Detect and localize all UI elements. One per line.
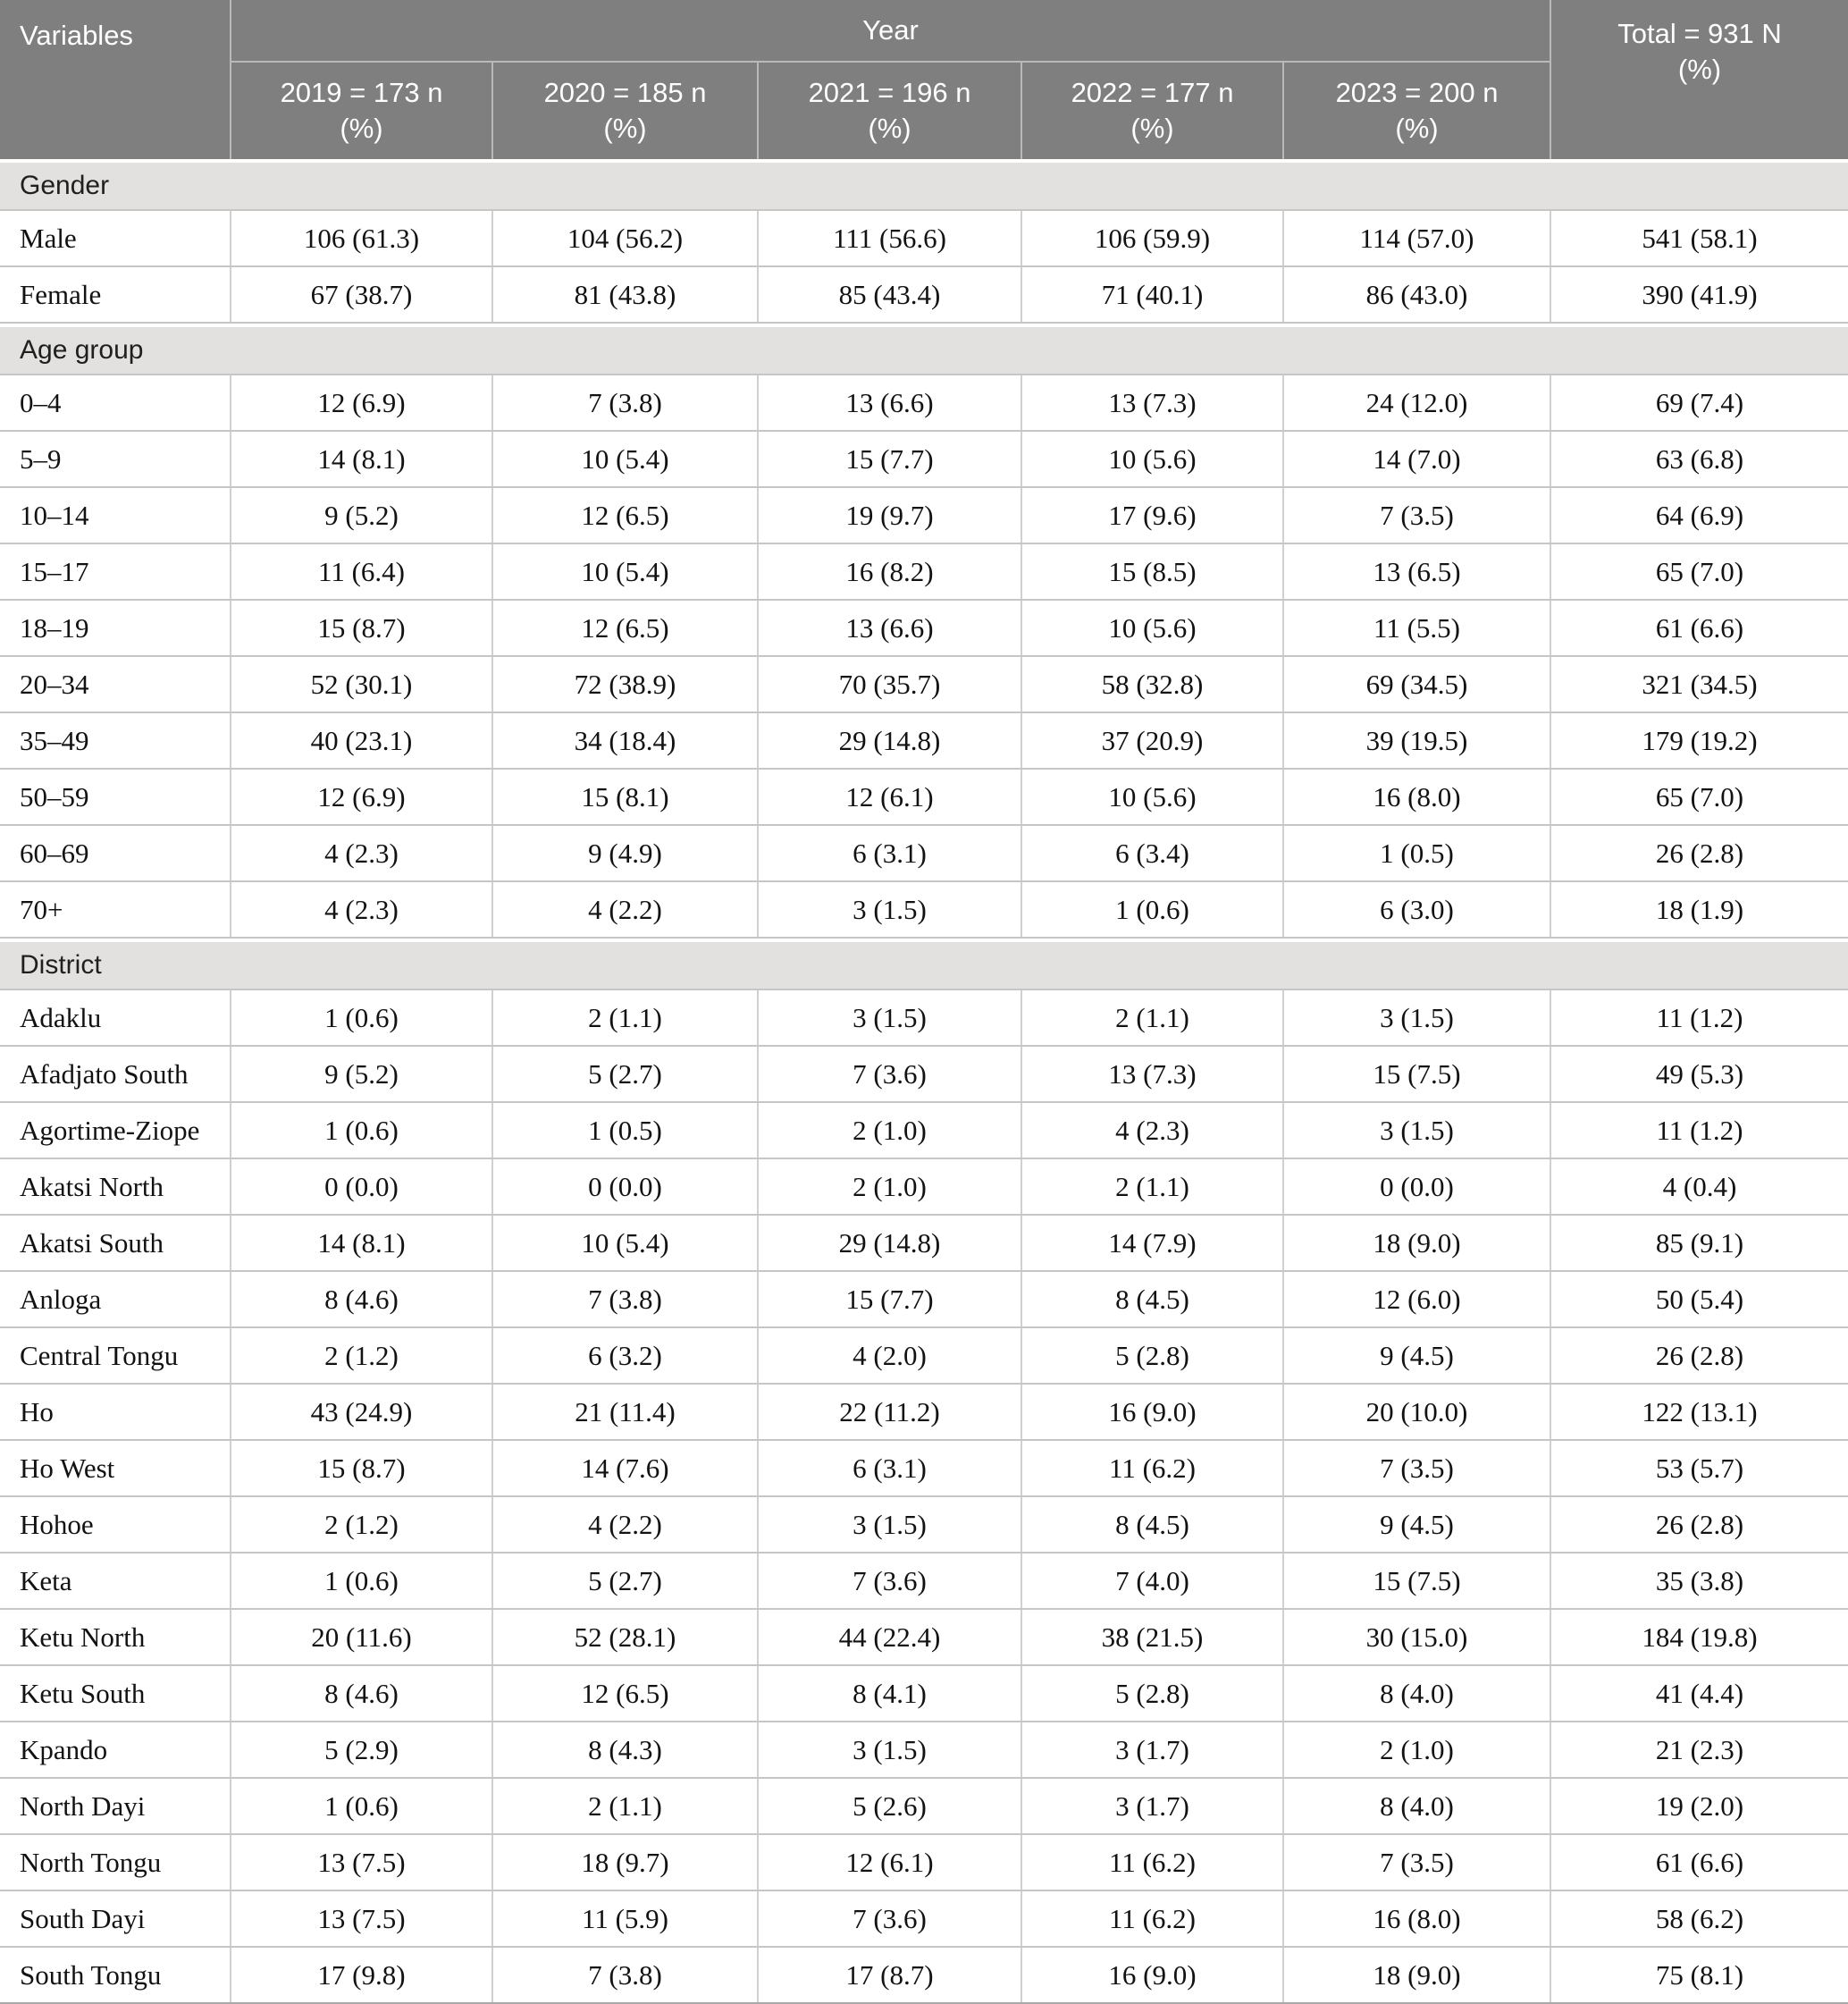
data-cell: 9 (4.5)	[1282, 1328, 1550, 1383]
table-row	[0, 1722, 1848, 1779]
data-cell: 13 (7.3)	[1021, 1047, 1282, 1101]
data-cell: 15 (7.7)	[757, 1272, 1021, 1326]
data-cell: 86 (43.0)	[1282, 267, 1550, 322]
data-cell: 321 (34.5)	[1550, 657, 1848, 712]
data-cell: 8 (4.5)	[1021, 1272, 1282, 1326]
table-row	[0, 1216, 1848, 1272]
data-cell: 184 (19.8)	[1550, 1610, 1848, 1664]
data-cell: 3 (1.5)	[757, 1722, 1021, 1777]
header-variables: Variables	[20, 20, 133, 51]
data-cell: 12 (6.5)	[491, 1666, 757, 1721]
data-cell: 61 (6.6)	[1550, 601, 1848, 655]
data-cell: 0 (0.0)	[1282, 1159, 1550, 1214]
data-cell: 2 (1.1)	[491, 1779, 757, 1833]
data-cell: 1 (0.6)	[230, 1554, 491, 1608]
row-label: 5–9	[20, 442, 62, 475]
data-cell: 18 (1.9)	[1550, 882, 1848, 937]
data-cell: 10 (5.4)	[491, 544, 757, 599]
data-cell: 104 (56.2)	[491, 211, 757, 265]
data-cell: 4 (2.3)	[1021, 1103, 1282, 1158]
table-row	[0, 1103, 1848, 1159]
table-row	[0, 1159, 1848, 1216]
row-label: 50–59	[20, 780, 89, 813]
row-label: North Tongu	[20, 1846, 162, 1878]
row-label: Central Tongu	[20, 1339, 179, 1371]
data-cell: 8 (4.1)	[757, 1666, 1021, 1721]
data-cell: 52 (28.1)	[491, 1610, 757, 1664]
data-cell: 6 (3.2)	[491, 1328, 757, 1383]
data-cell: 106 (61.3)	[230, 211, 491, 265]
data-cell: 44 (22.4)	[757, 1610, 1021, 1664]
data-cell: 5 (2.8)	[1021, 1666, 1282, 1721]
table-row	[0, 432, 1848, 488]
data-cell: 10 (5.4)	[491, 1216, 757, 1270]
header-total-count: Total = 931 N	[1617, 18, 1782, 49]
row-label: 18–19	[20, 611, 89, 644]
section-header-gender: Gender	[0, 159, 1848, 211]
data-cell: 12 (6.0)	[1282, 1272, 1550, 1326]
row-label: Ho West	[20, 1452, 115, 1484]
data-cell: 49 (5.3)	[1550, 1047, 1848, 1101]
data-cell: 2 (1.1)	[1021, 1159, 1282, 1214]
data-cell: 17 (9.6)	[1021, 488, 1282, 543]
row-label: Adaklu	[20, 1001, 102, 1033]
data-cell: 12 (6.9)	[230, 375, 491, 430]
data-cell: 5 (2.7)	[491, 1554, 757, 1608]
table-row	[0, 1385, 1848, 1441]
data-cell: 2 (1.0)	[757, 1159, 1021, 1214]
data-cell: 3 (1.7)	[1021, 1722, 1282, 1777]
data-cell: 26 (2.8)	[1550, 826, 1848, 880]
data-cell: 69 (34.5)	[1282, 657, 1550, 712]
data-cell: 7 (3.5)	[1282, 1835, 1550, 1890]
header-year-2020	[491, 63, 757, 159]
data-cell: 179 (19.2)	[1550, 713, 1848, 768]
data-cell: 37 (20.9)	[1021, 713, 1282, 768]
row-label: 0–4	[20, 386, 62, 418]
data-cell: 9 (4.5)	[1282, 1497, 1550, 1552]
data-cell: 58 (6.2)	[1550, 1891, 1848, 1946]
data-cell: 19 (2.0)	[1550, 1779, 1848, 1833]
data-cell: 0 (0.0)	[230, 1159, 491, 1214]
data-cell: 1 (0.6)	[1021, 882, 1282, 937]
row-label: South Tongu	[20, 1958, 162, 1991]
data-cell: 52 (30.1)	[230, 657, 491, 712]
row-label: Akatsi South	[20, 1226, 164, 1259]
data-cell: 14 (7.6)	[491, 1441, 757, 1495]
data-cell: 5 (2.9)	[230, 1722, 491, 1777]
data-cell: 71 (40.1)	[1021, 267, 1282, 322]
data-cell: 5 (2.6)	[757, 1779, 1021, 1833]
data-cell: 4 (2.2)	[491, 882, 757, 937]
data-cell: 41 (4.4)	[1550, 1666, 1848, 1721]
data-cell: 10 (5.6)	[1021, 432, 1282, 486]
header-year-2019	[230, 63, 491, 159]
data-cell: 4 (2.0)	[757, 1328, 1021, 1383]
row-label: Keta	[20, 1564, 72, 1596]
table-row	[0, 1554, 1848, 1610]
data-cell: 15 (8.7)	[230, 601, 491, 655]
data-cell: 7 (3.6)	[757, 1891, 1021, 1946]
data-cell: 63 (6.8)	[1550, 432, 1848, 486]
data-cell: 15 (7.7)	[757, 432, 1021, 486]
table-row	[0, 882, 1848, 939]
table-row	[0, 1835, 1848, 1891]
header-year-2021-count: 2021 = 196 n	[808, 77, 971, 109]
data-cell: 7 (3.8)	[491, 1272, 757, 1326]
data-cell: 65 (7.0)	[1550, 544, 1848, 599]
data-cell: 1 (0.6)	[230, 990, 491, 1045]
data-cell: 16 (8.0)	[1282, 770, 1550, 824]
data-cell: 3 (1.5)	[1282, 1103, 1550, 1158]
data-cell: 13 (7.5)	[230, 1891, 491, 1946]
table-row	[0, 267, 1848, 324]
data-cell: 122 (13.1)	[1550, 1385, 1848, 1439]
data-cell: 4 (2.2)	[491, 1497, 757, 1552]
data-cell: 53 (5.7)	[1550, 1441, 1848, 1495]
data-cell: 35 (3.8)	[1550, 1554, 1848, 1608]
data-cell: 72 (38.9)	[491, 657, 757, 712]
data-cell: 13 (7.5)	[230, 1835, 491, 1890]
data-cell: 18 (9.0)	[1282, 1216, 1550, 1270]
row-label: Hohoe	[20, 1508, 94, 1540]
data-cell: 6 (3.4)	[1021, 826, 1282, 880]
table-row	[0, 1610, 1848, 1666]
table-body	[0, 159, 1848, 2004]
row-label: Ketu North	[20, 1621, 146, 1653]
table-row	[0, 990, 1848, 1047]
row-label: 15–17	[20, 555, 89, 587]
row-label: South Dayi	[20, 1902, 146, 1934]
data-cell: 26 (2.8)	[1550, 1497, 1848, 1552]
row-label: Kpando	[20, 1733, 108, 1765]
data-cell: 85 (9.1)	[1550, 1216, 1848, 1270]
data-cell: 64 (6.9)	[1550, 488, 1848, 543]
data-cell: 12 (6.5)	[491, 488, 757, 543]
header-year-2019-count: 2019 = 173 n	[280, 77, 443, 109]
header-year-2022-count: 2022 = 177 n	[1071, 77, 1234, 109]
data-cell: 13 (6.5)	[1282, 544, 1550, 599]
data-cell: 6 (3.0)	[1282, 882, 1550, 937]
data-cell: 12 (6.9)	[230, 770, 491, 824]
data-cell: 10 (5.4)	[491, 432, 757, 486]
data-cell: 4 (2.3)	[230, 826, 491, 880]
data-cell: 8 (4.3)	[491, 1722, 757, 1777]
row-label: 20–34	[20, 668, 89, 700]
data-cell: 14 (7.0)	[1282, 432, 1550, 486]
data-cell: 14 (8.1)	[230, 1216, 491, 1270]
data-cell: 7 (4.0)	[1021, 1554, 1282, 1608]
table-row	[0, 713, 1848, 770]
header-year-2023-unit: (%)	[1395, 113, 1439, 144]
data-cell: 10 (5.6)	[1021, 601, 1282, 655]
data-cell: 34 (18.4)	[491, 713, 757, 768]
header-year-2022-unit: (%)	[1130, 113, 1174, 144]
data-cell: 9 (5.2)	[230, 1047, 491, 1101]
data-cell: 6 (3.1)	[757, 1441, 1021, 1495]
data-cell: 7 (3.5)	[1282, 1441, 1550, 1495]
table-row	[0, 601, 1848, 657]
table-row	[0, 770, 1848, 826]
data-cell: 8 (4.5)	[1021, 1497, 1282, 1552]
data-cell: 7 (3.5)	[1282, 488, 1550, 543]
data-cell: 11 (6.2)	[1021, 1835, 1282, 1890]
row-label: Anloga	[20, 1283, 102, 1315]
data-cell: 2 (1.1)	[491, 990, 757, 1045]
header-year-2023-count: 2023 = 200 n	[1335, 77, 1499, 109]
table-row	[0, 1328, 1848, 1385]
data-cell: 10 (5.6)	[1021, 770, 1282, 824]
data-cell: 14 (8.1)	[230, 432, 491, 486]
header-year-group: Year	[230, 0, 1550, 63]
data-cell: 16 (8.2)	[757, 544, 1021, 599]
data-cell: 38 (21.5)	[1021, 1610, 1282, 1664]
data-cell: 12 (6.1)	[757, 1835, 1021, 1890]
section-header-district: District	[0, 939, 1848, 990]
data-cell: 70 (35.7)	[757, 657, 1021, 712]
data-cell: 8 (4.0)	[1282, 1779, 1550, 1833]
row-label: 60–69	[20, 837, 89, 869]
data-cell: 65 (7.0)	[1550, 770, 1848, 824]
data-cell: 3 (1.5)	[757, 882, 1021, 937]
data-cell: 1 (0.6)	[230, 1779, 491, 1833]
data-cell: 2 (1.1)	[1021, 990, 1282, 1045]
data-cell: 2 (1.2)	[230, 1497, 491, 1552]
data-cell: 81 (43.8)	[491, 267, 757, 322]
data-cell: 85 (43.4)	[757, 267, 1021, 322]
row-label: Ho	[20, 1395, 54, 1427]
header-year-2020-count: 2020 = 185 n	[543, 77, 707, 109]
table-row	[0, 1779, 1848, 1835]
table-row	[0, 544, 1848, 601]
data-cell: 43 (24.9)	[230, 1385, 491, 1439]
data-cell: 5 (2.8)	[1021, 1328, 1282, 1383]
data-cell: 11 (5.5)	[1282, 601, 1550, 655]
data-cell: 111 (56.6)	[757, 211, 1021, 265]
data-cell: 16 (9.0)	[1021, 1385, 1282, 1439]
data-cell: 11 (6.2)	[1021, 1891, 1282, 1946]
header-total-unit: (%)	[1677, 53, 1722, 85]
data-cell: 12 (6.5)	[491, 601, 757, 655]
data-cell: 61 (6.6)	[1550, 1835, 1848, 1890]
data-cell: 13 (6.6)	[757, 601, 1021, 655]
data-cell: 2 (1.0)	[1282, 1722, 1550, 1777]
data-cell: 6 (3.1)	[757, 826, 1021, 880]
data-cell: 2 (1.2)	[230, 1328, 491, 1383]
data-cell: 24 (12.0)	[1282, 375, 1550, 430]
data-cell: 39 (19.5)	[1282, 713, 1550, 768]
row-label: 70+	[20, 893, 63, 925]
data-cell: 75 (8.1)	[1550, 1948, 1848, 2002]
table-header	[0, 0, 1848, 159]
row-label: Female	[20, 278, 102, 310]
data-cell: 8 (4.6)	[230, 1666, 491, 1721]
data-cell: 15 (7.5)	[1282, 1047, 1550, 1101]
table-row	[0, 211, 1848, 267]
header-year-2020-unit: (%)	[603, 113, 647, 144]
data-cell: 18 (9.7)	[491, 1835, 757, 1890]
data-cell: 18 (9.0)	[1282, 1948, 1550, 2002]
data-cell: 7 (3.8)	[491, 375, 757, 430]
data-cell: 22 (11.2)	[757, 1385, 1021, 1439]
data-cell: 7 (3.8)	[491, 1948, 757, 2002]
table-row	[0, 375, 1848, 432]
data-cell: 5 (2.7)	[491, 1047, 757, 1101]
data-cell: 40 (23.1)	[230, 713, 491, 768]
header-year-2021-unit: (%)	[868, 113, 911, 144]
data-cell: 4 (0.4)	[1550, 1159, 1848, 1214]
data-cell: 15 (8.1)	[491, 770, 757, 824]
table-row	[0, 1666, 1848, 1722]
data-cell: 16 (9.0)	[1021, 1948, 1282, 2002]
header-year-2023	[1282, 63, 1550, 159]
data-cell: 2 (1.0)	[757, 1103, 1021, 1158]
data-cell: 14 (7.9)	[1021, 1216, 1282, 1270]
data-cell: 7 (3.6)	[757, 1554, 1021, 1608]
table-row	[0, 488, 1848, 544]
data-cell: 3 (1.7)	[1021, 1779, 1282, 1833]
data-cell: 8 (4.0)	[1282, 1666, 1550, 1721]
data-cell: 3 (1.5)	[1282, 990, 1550, 1045]
data-cell: 69 (7.4)	[1550, 375, 1848, 430]
table-row	[0, 1441, 1848, 1497]
data-cell: 50 (5.4)	[1550, 1272, 1848, 1326]
data-cell: 20 (11.6)	[230, 1610, 491, 1664]
data-cell: 29 (14.8)	[757, 1216, 1021, 1270]
data-cell: 11 (1.2)	[1550, 990, 1848, 1045]
row-label: Ketu South	[20, 1677, 146, 1709]
row-label: 35–49	[20, 724, 89, 756]
header-year-2021	[757, 63, 1021, 159]
table-row	[0, 1948, 1848, 2004]
data-cell: 0 (0.0)	[491, 1159, 757, 1214]
data-cell: 30 (15.0)	[1282, 1610, 1550, 1664]
data-cell: 1 (0.5)	[491, 1103, 757, 1158]
data-cell: 3 (1.5)	[757, 990, 1021, 1045]
data-cell: 7 (3.6)	[757, 1047, 1021, 1101]
data-cell: 16 (8.0)	[1282, 1891, 1550, 1946]
data-cell: 15 (8.7)	[230, 1441, 491, 1495]
data-cell: 15 (8.5)	[1021, 544, 1282, 599]
table-row	[0, 1047, 1848, 1103]
data-cell: 8 (4.6)	[230, 1272, 491, 1326]
data-cell: 106 (59.9)	[1021, 211, 1282, 265]
data-cell: 17 (9.8)	[230, 1948, 491, 2002]
data-cell: 11 (6.2)	[1021, 1441, 1282, 1495]
data-cell: 19 (9.7)	[757, 488, 1021, 543]
data-cell: 13 (7.3)	[1021, 375, 1282, 430]
data-cell: 29 (14.8)	[757, 713, 1021, 768]
section-header-age-group: Age group	[0, 324, 1848, 375]
data-cell: 9 (5.2)	[230, 488, 491, 543]
data-cell: 13 (6.6)	[757, 375, 1021, 430]
data-cell: 11 (1.2)	[1550, 1103, 1848, 1158]
row-label: Agortime-Ziope	[20, 1114, 200, 1146]
table-row	[0, 826, 1848, 882]
table-row	[0, 1497, 1848, 1554]
data-cell: 12 (6.1)	[757, 770, 1021, 824]
data-cell: 1 (0.5)	[1282, 826, 1550, 880]
data-cell: 541 (58.1)	[1550, 211, 1848, 265]
data-cell: 11 (6.4)	[230, 544, 491, 599]
data-cell: 58 (32.8)	[1021, 657, 1282, 712]
row-label: Male	[20, 222, 77, 254]
data-cell: 1 (0.6)	[230, 1103, 491, 1158]
data-cell: 9 (4.9)	[491, 826, 757, 880]
row-label: North Dayi	[20, 1789, 146, 1822]
data-cell: 114 (57.0)	[1282, 211, 1550, 265]
header-year-2019-unit: (%)	[340, 113, 383, 144]
data-cell: 20 (10.0)	[1282, 1385, 1550, 1439]
data-cell: 4 (2.3)	[230, 882, 491, 937]
data-cell: 15 (7.5)	[1282, 1554, 1550, 1608]
header-year-2022	[1021, 63, 1282, 159]
data-cell: 17 (8.7)	[757, 1948, 1021, 2002]
data-cell: 21 (2.3)	[1550, 1722, 1848, 1777]
data-cell: 67 (38.7)	[230, 267, 491, 322]
row-label: 10–14	[20, 499, 89, 531]
row-label: Akatsi North	[20, 1170, 164, 1202]
data-cell: 11 (5.9)	[491, 1891, 757, 1946]
header-total	[1550, 0, 1848, 159]
data-cell: 390 (41.9)	[1550, 267, 1848, 322]
table-row	[0, 657, 1848, 713]
table-row	[0, 1891, 1848, 1948]
table-row	[0, 1272, 1848, 1328]
row-label: Afadjato South	[20, 1057, 189, 1090]
data-cell: 26 (2.8)	[1550, 1328, 1848, 1383]
data-cell: 3 (1.5)	[757, 1497, 1021, 1552]
data-cell: 21 (11.4)	[491, 1385, 757, 1439]
